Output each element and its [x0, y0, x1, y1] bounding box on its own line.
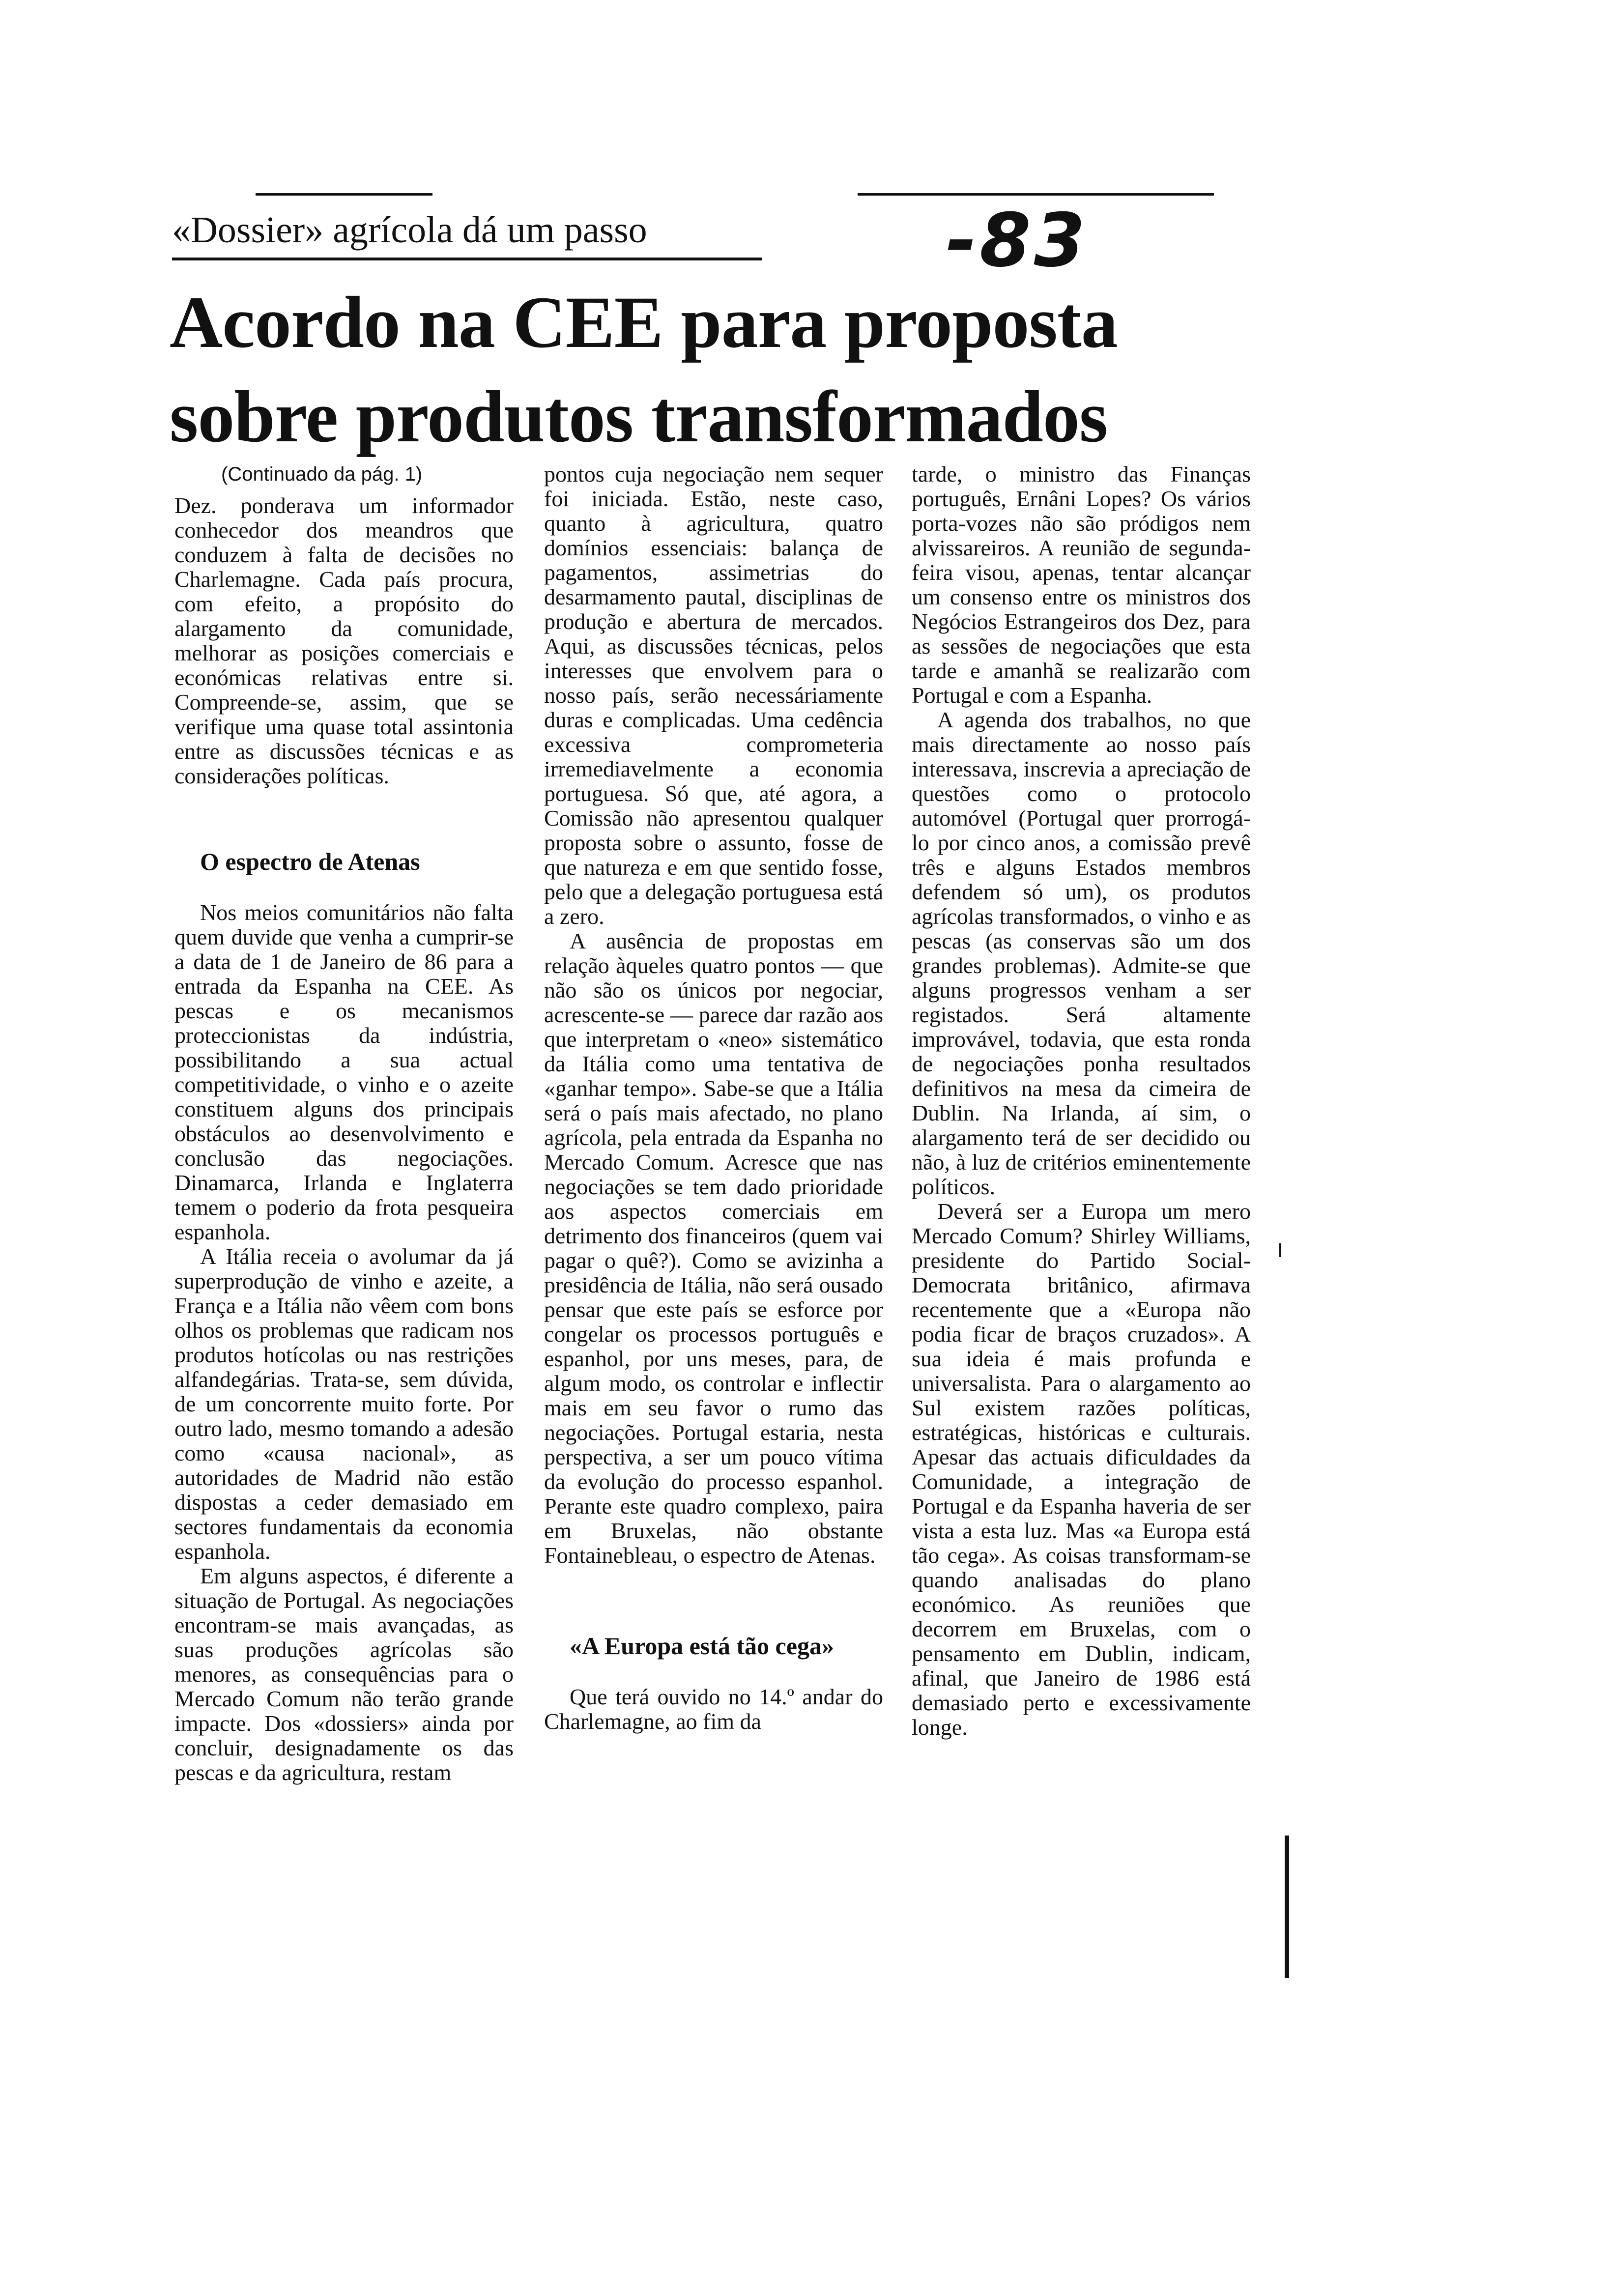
paragraph: tarde, o ministro das Finanças português, Ernâni Lopes? Os vários porta-vozes não são pródigos nem alvissareiros. A reunião de segunda-feira visou, apenas, tentar alcançar um consenso entre os ministros dos Negócios Estrangeiros dos Dez, para as sessões de negociações que esta tarde e amanhã se realizarão com Portugal e com a Espanha. — [912, 461, 1251, 708]
subheading-espectro: O espectro de Atenas — [200, 848, 420, 875]
top-rule-left — [256, 193, 432, 196]
headline — [170, 275, 1226, 464]
column-1 — [174, 457, 514, 1785]
paragraph: Em alguns aspectos, é diferente a situação de Portugal. As negociações encontram-se mais avançadas, as suas produções agrícolas são menores, as consequências para o Mercado Comum não terão grande impacte. Dos «dossiers» ainda por concluir, designadamente os das pescas e da agricultura, restam — [174, 1563, 514, 1785]
headline-line-1: Acordo na CEE para proposta — [170, 282, 1118, 363]
paragraph: A agenda dos trabalhos, no que mais directamente ao nosso país interessava, inscrevia a apreciação de questões como o protocolo automóvel (Portugal quer prorrogá-lo por cinco anos, a comissão prevê três e alguns Estados membros defendem só um), os produtos agrícolas transformados, o vinho e as pescas (as conservas são um dos grandes problemas). Admite-se que alguns progressos venham a ser registados. Será altamente improvável, todavia, que esta ronda de negociações ponha resultados definitivos na mesa da cimeira de Dublin. Na Irlanda, aí sim, o alargamento terá de ser decidido ou não, à luz de critérios eminentemente políticos. — [912, 707, 1251, 1199]
paragraph: Nos meios comunitários não falta quem duvide que venha a cumprir-se a data de 1 de Janeiro de 86 para a entrada da Espanha na CEE. As pescas e os mecanismos proteccionistas da indústria, possibilitando a sua actual competitividade, o vinho e o azeite constituem alguns dos principais obstáculos ao desenvolvimento e conclusão das negociações. Dinamarca, Irlanda e Inglaterra temem o poderio da frota pesqueira espanhola. — [174, 900, 514, 1244]
paragraph: A Itália receia o avolumar da já superprodução de vinho e azeite, a França e a Itália não vêem com bons olhos os problemas que radicam nos produtos hotícolas ou nas restrições alfandegárias. Trata-se, sem dúvida, de um concorrente muito forte. Por outro lado, mesmo tomando a adesão como «causa nacional», as autoridades de Madrid não estão dispostas a ceder demasiado em sectores fundamentais da economia espanhola. — [174, 1244, 514, 1564]
kicker: «Dossier» agrícola dá um passo — [172, 205, 762, 260]
paragraph: Deverá ser a Europa um mero Mercado Comum? Shirley Williams, presidente do Partido Social-Democrata britânico, afirmava recentemente que a «Europa não podia ficar de braços cruzados». A sua ideia é mais profunda e universalista. Para o alargamento ao Sul existem razões políticas, estratégicas, históricas e culturais. Apesar das actuais dificuldades da Comunidade, a integração de Portugal e da Espanha haveria de ser vista a esta luz. Mas «a Europa está tão cega». As coisas transformam-se quando analisadas do plano económico. As reuniões que decorrem em Bruxelas, com o pensamento em Dublin, indicam, afinal, que Janeiro de 1986 está demasiado perto e excessivamente longe. — [912, 1199, 1251, 1740]
paragraph: A ausência de propostas em relação àqueles quatro pontos — que não são os únicos por negociar, acrescente-se — parece dar razão aos que interpretam o «neo» sistemático da Itália como uma tentativa de «ganhar tempo». Sabe-se que a Itália será o país mais afectado, no plano agrícola, pela entrada da Espanha no Mercado Comum. Acresce que nas negociações se tem dado prioridade aos aspectos comerciais em detrimento dos financeiros (quem vai pagar o quê?). Como se avizinha a presidência de Itália, não será ousado pensar que este país se esforce por congelar os processos português e espanhol, por uns meses, para, de algum modo, os controlar e inflectir mais em seu favor o rumo das negociações. Portugal estaria, nesta perspectiva, a ser um pouco vítima da evolução do processo espanhol. Perante este quadro complexo, paira em Bruxelas, não obstante Fontainebleau, o espectro de Atenas. — [544, 928, 883, 1568]
paragraph: Que terá ouvido no 14.º andar do Charlemagne, ao fim da — [544, 1684, 883, 1734]
top-rule-right — [858, 193, 1214, 196]
column-2 — [544, 462, 883, 1734]
margin-mark — [1279, 1243, 1281, 1257]
handwritten-page-mark: -83 — [946, 198, 1088, 284]
subheading-europa: «A Europa está tão cega» — [570, 1632, 834, 1660]
paragraph: Dez. ponderava um informador conhecedor dos meandros que conduzem à falta de decisões no Charlemagne. Cada país procura, com efeito, a propósito do alargamento da comunidade, melhorar as posições comerciais e económicas relativas entre si. Compreende-se, assim, que se verifique uma quase total assintonia entre as discussões técnicas e as considerações políticas. — [174, 493, 514, 788]
continued-note: (Continuado da pág. 1) — [221, 463, 423, 485]
headline-line-2: sobre produtos transformados — [170, 376, 1108, 458]
column-3 — [912, 462, 1251, 1740]
paragraph: pontos cuja negociação nem sequer foi iniciada. Estão, neste caso, quanto à agricultura, quatro domínios essenciais: balança de pagamentos, assimetrias do desarmamento pautal, disciplinas de produção e abertura de mercados. Aqui, as discussões técnicas, pelos interesses que envolvem para o nosso país, serão necessáriamente duras e complicadas. Uma cedência excessiva comprometeria irremediavelmente a economia portuguesa. Só que, até agora, a Comissão não apresentou qualquer proposta sobre o assunto, fosse de que natureza e em que sentido fosse, pelo que a delegação portuguesa está a zero. — [544, 461, 883, 929]
margin-bar — [1285, 1836, 1289, 1978]
